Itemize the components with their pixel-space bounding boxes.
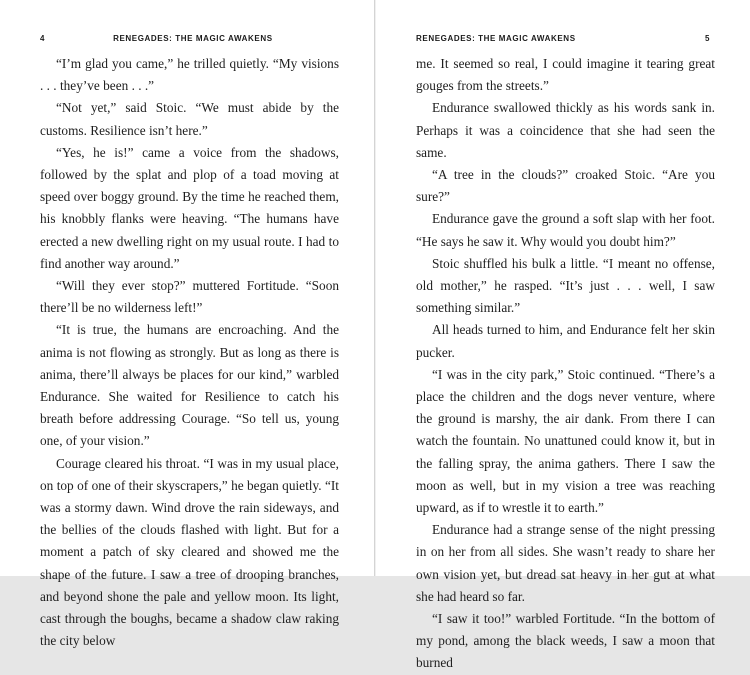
right-page	[375, 0, 750, 671]
left-page-body	[40, 53, 339, 652]
paragraph: All heads turned to him, and Endurance felt her skin pucker.	[416, 322, 715, 360]
paragraph: Endurance had a strange sense of the night pressing in on her from all sides. She wasn’t ready to share her own vision yet, but dread sat heavy in her gut at what she had heard so far.	[416, 522, 715, 604]
paragraph: “Not yet,” said Stoic. “We must abide by the customs. Resilience isn’t here.”	[40, 100, 339, 138]
paragraph: Endurance gave the ground a soft slap with her foot. “He says he saw it. Why would you doubt him?”	[416, 211, 715, 249]
paragraph: “I was in the city park,” Stoic continued. “There’s a place the children and the dogs never venture, where the ground is marshy, the air dank. From there I can watch the fountain. No unattuned could know it, but in the falling spray, the anima gathers. There I saw the moon as well, but in my vision a tree was reaching upward, as if to wrestle it to earth.”	[416, 366, 715, 516]
paragraph-continuation: me. It seemed so real, I could imagine it tearing great gouges from the streets.”	[416, 56, 715, 94]
left-running-head: RENEGADES: THE MAGIC AWAKENS	[113, 34, 273, 43]
paragraph: “Yes, he is!” came a voice from the shadows, followed by the splat and plop of a toad moving at speed over boggy ground. By the time he reached them, his knobbly flanks were heaving. “The humans have erected a new dwelling right on my usual route. I had to find another way around.”	[40, 144, 339, 271]
paragraph: “A tree in the clouds?” croaked Stoic. “Are you sure?”	[416, 167, 715, 205]
left-page-header	[40, 34, 334, 43]
left-page	[0, 0, 375, 649]
paragraph: Stoic shuffled his bulk a little. “I meant no offense, old mother,” he rasped. “It’s just . . . well, I saw something similar.”	[416, 255, 715, 316]
paragraph: “I saw it too!” warbled Fortitude. “In the bottom of my pond, among the black weeds, I saw a moon that burned	[416, 611, 715, 671]
left-page-number: 4	[40, 34, 46, 43]
paragraph: “I’m glad you came,” he trilled quietly. “My visions . . . they’ve been . . .”	[40, 56, 339, 94]
right-page-header	[416, 34, 710, 43]
right-page-body	[416, 53, 715, 675]
paragraph: “Will they ever stop?” muttered Fortitude. “Soon there’ll be no wilderness left!”	[40, 278, 339, 316]
right-page-number: 5	[704, 34, 710, 43]
right-running-head: RENEGADES: THE MAGIC AWAKENS	[416, 34, 576, 43]
paragraph: Courage cleared his throat. “I was in my usual place, on top of one of their skyscrapers,” he began quietly. “It was a stormy dawn. Wind drove the rain sideways, and the bellies of the clouds flashed with light. But for a moment a patch of sky cleared and showed me the shape of the future. I saw a tree of drooping branches, and beyond shone the pale and yellow moon. Its light, cast through the boughs, became a shadow claw raking the city below	[40, 455, 339, 649]
paragraph: “It is true, the humans are encroaching. And the anima is not flowing as strongly. But as long as there is anima, there’ll always be places for our kind,” warbled Endurance. She waited for Resilience to catch his breath before addressing Courage. “So tell us, young one, of your vision.”	[40, 322, 339, 449]
paragraph: Endurance swallowed thickly as his words sank in. Perhaps it was a coincidence that she had seen the same.	[416, 100, 715, 160]
